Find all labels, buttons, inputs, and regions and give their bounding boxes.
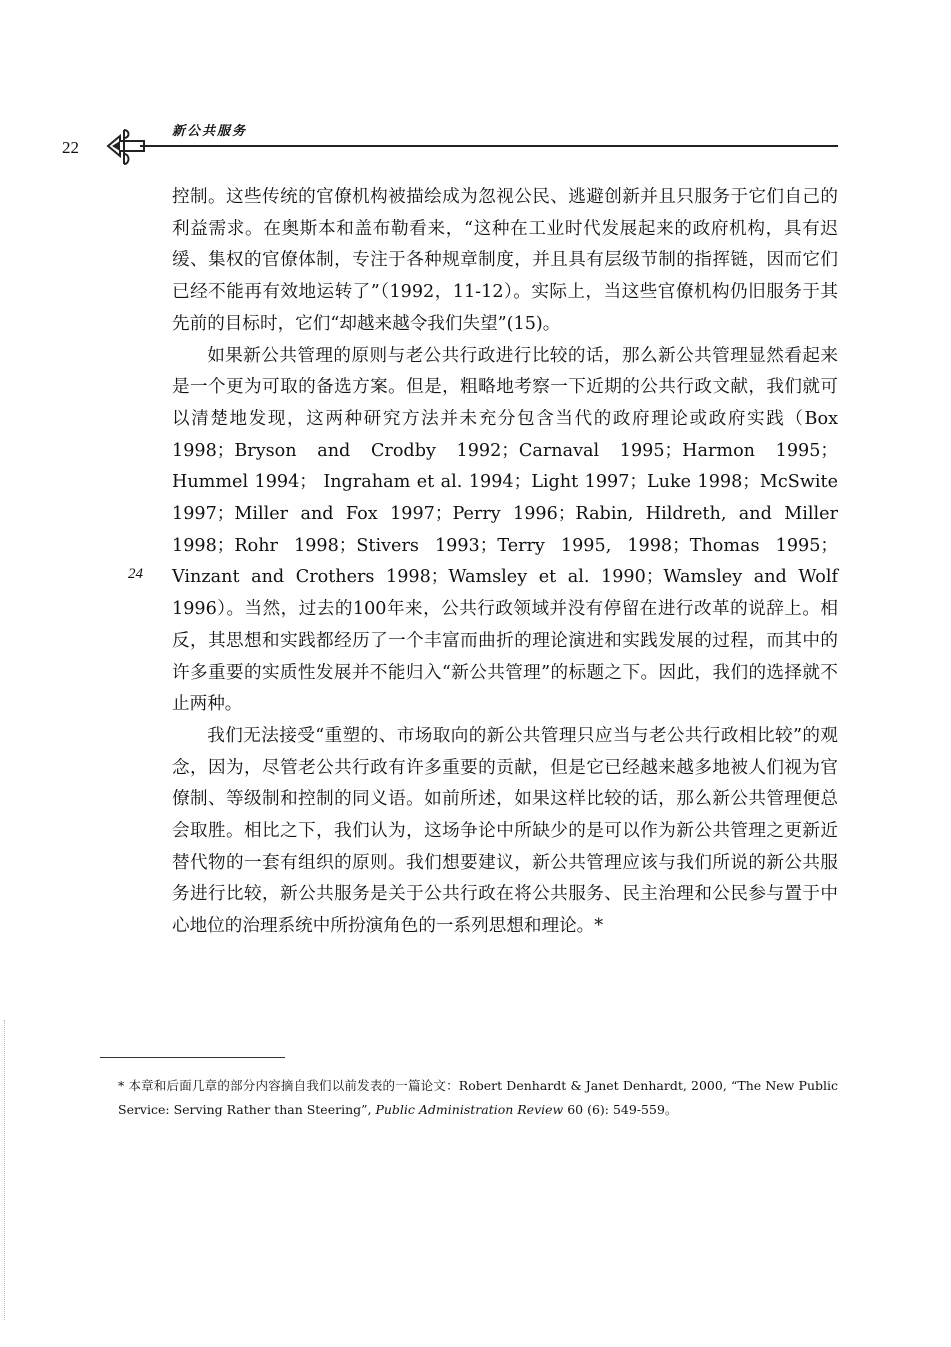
footnote-citation: 60 (6): 549-559。 xyxy=(563,1102,678,1117)
scan-edge xyxy=(4,1020,5,1320)
page-number: 22 xyxy=(62,138,79,157)
body-text xyxy=(172,182,838,943)
footnote-marker: * xyxy=(118,1078,125,1093)
footnote-rule xyxy=(100,1057,285,1058)
header-rule xyxy=(140,145,838,147)
footnote xyxy=(118,1074,838,1122)
running-title: 新公共服务 xyxy=(172,124,248,139)
header-ornament-icon xyxy=(100,126,150,168)
paragraph-2: 如果新公共管理的原则与老公共行政进行比较的话，那么新公共管理显然看起来是一个更为可取的备选方案。但是，粗略地考察一下近期的公共行政文献，我们就可以清楚地发现，这两种研究方法并未充分包含当代的政府理论或政府实践（Box 1998；Bryson and Crodby 1992；Carnaval 1995；Harmon 1995；Hummel 1994； Ingraham et al. 1994；Light 1997；Luke 1998；McSwite 1997；Miller and Fox 1997；Perry 1996；Rabin, Hildreth, and Miller 1998；Rohr 1998；Stivers 1993；Terry 1995, 1998；Thomas 1995；Vinzant and Crothers 1998；Wamsley et al. 1990；Wamsley and Wolf 1996）。当然，过去的100年来，公共行政领域并没有停留在进行改革的说辞上。相反，其思想和实践都经历了一个丰富而曲折的理论演进和实践发展的过程，而其中的许多重要的实质性发展并不能归入“新公共管理”的标题之下。因此，我们的选择就不止两种。 xyxy=(172,345,838,715)
paragraph-1: 控制。这些传统的官僚机构被描绘成为忽视公民、逃避创新并且只服务于它们自己的利益需求。在奥斯本和盖布勒看来，“这种在工业时代发展起来的政府机构，具有迟缓、集权的官僚体制，专注于各种规章制度，并且具有层级节制的指挥链，因而它们已经不能再有效地运转了”（1992，11-12）。实际上，当这些官僚机构仍旧服务于其先前的目标时，它们“却越来越令我们失望”(15)。 xyxy=(172,187,838,334)
paragraph-3: 我们无法接受“重塑的、市场取向的新公共管理只应当与老公共行政相比较”的观念，因为，尽管老公共行政有许多重要的贡献，但是它已经越来越多地被人们视为官僚制、等级制和控制的同义语。如前所述，如果这样比较的话，那么新公共管理便总会取胜。相比之下，我们认为，这场争论中所缺少的是可以作为新公共管理之更新近替代物的一套有组织的原则。我们想要建议，新公共管理应该与我们所说的新公共服务进行比较，新公共服务是关于公共行政在将公共服务、民主治理和公民参与置于中心地位的治理系统中所扮演角色的一系列思想和理论。* xyxy=(172,725,838,937)
footnote-journal: Public Administration Review xyxy=(375,1102,564,1117)
footnote-text: 本章和后面几章的部分内容摘自我们以前发表的一篇论文：Robert Denhardt & Janet Denhardt, 2000, “The New Public Service: Serving Rather than Steering”, xyxy=(118,1078,838,1117)
margin-page-note: 24 xyxy=(128,566,143,582)
